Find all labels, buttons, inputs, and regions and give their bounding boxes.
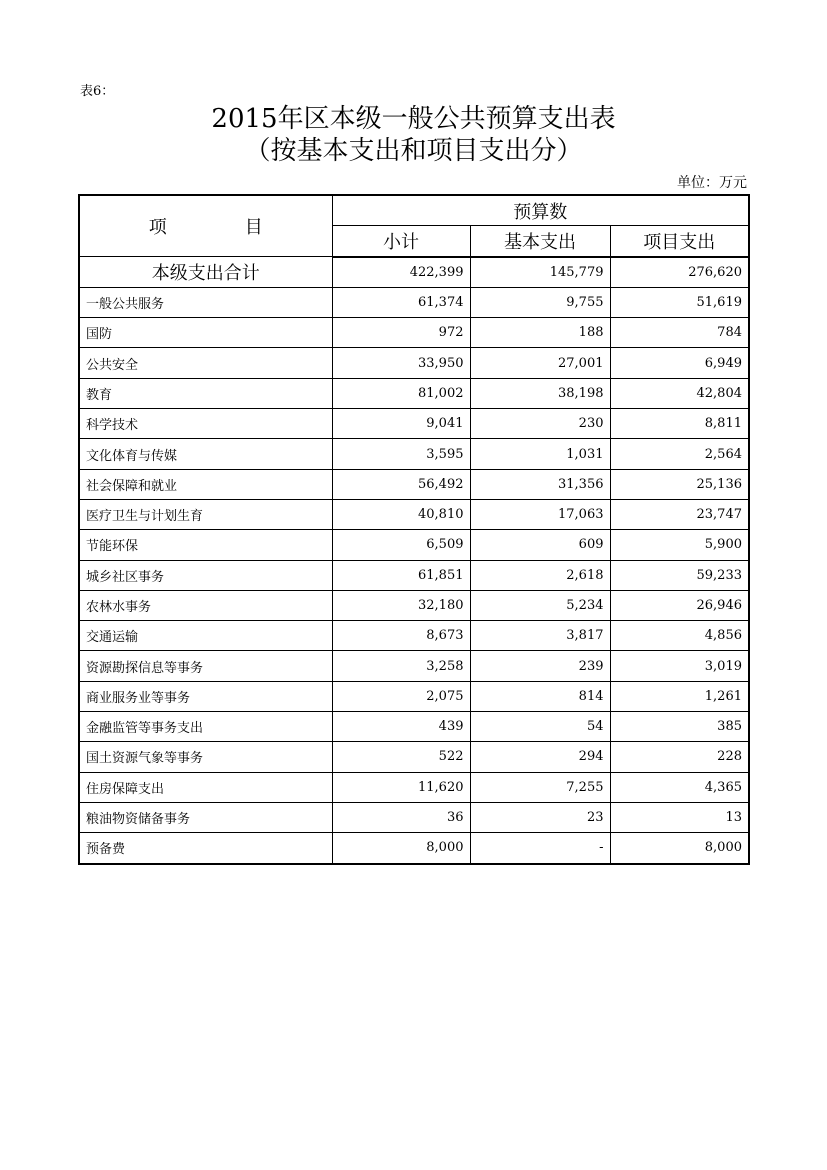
- header-item-char-1: 项: [148, 217, 167, 239]
- row-project: 13: [610, 802, 749, 832]
- row-name: 金融监管等事务支出: [79, 712, 332, 742]
- header-budget-group: 预算数: [332, 195, 749, 226]
- row-subtotal: 81,002: [332, 378, 470, 408]
- unit-label: 单位：万元: [677, 175, 747, 191]
- header-subtotal: 小计: [332, 226, 470, 257]
- row-project: 8,811: [610, 409, 749, 439]
- row-project: 2,564: [610, 439, 749, 469]
- row-basic: 239: [470, 651, 610, 681]
- row-basic: 54: [470, 712, 610, 742]
- header-item: [79, 195, 332, 257]
- row-project: 25,136: [610, 469, 749, 499]
- header-item-char-2: 目: [244, 217, 263, 239]
- row-basic: 230: [470, 409, 610, 439]
- row-basic: 17,063: [470, 499, 610, 529]
- row-project: 8,000: [610, 833, 749, 864]
- row-name: 城乡社区事务: [79, 560, 332, 590]
- row-basic: 31,356: [470, 469, 610, 499]
- table-row: [79, 287, 749, 317]
- row-subtotal: 439: [332, 712, 470, 742]
- row-basic: 294: [470, 742, 610, 772]
- table-row: [79, 590, 749, 620]
- row-project: 4,856: [610, 621, 749, 651]
- row-basic: 27,001: [470, 348, 610, 378]
- row-project: 23,747: [610, 499, 749, 529]
- table-row: [79, 621, 749, 651]
- table-row: [79, 772, 749, 802]
- table-row: [79, 742, 749, 772]
- row-basic: 5,234: [470, 590, 610, 620]
- row-subtotal: 522: [332, 742, 470, 772]
- table-row: [79, 651, 749, 681]
- table-row: [79, 469, 749, 499]
- header-basic: 基本支出: [470, 226, 610, 257]
- row-name: 一般公共服务: [79, 287, 332, 317]
- row-subtotal: 6,509: [332, 530, 470, 560]
- row-subtotal: 61,851: [332, 560, 470, 590]
- row-project: 1,261: [610, 681, 749, 711]
- row-basic: 7,255: [470, 772, 610, 802]
- row-name: 资源勘探信息等事务: [79, 651, 332, 681]
- row-basic: 3,817: [470, 621, 610, 651]
- row-name: 文化体育与传媒: [79, 439, 332, 469]
- row-project: 59,233: [610, 560, 749, 590]
- row-basic: 38,198: [470, 378, 610, 408]
- row-project: 6,949: [610, 348, 749, 378]
- table-row: [79, 318, 749, 348]
- table-row: [79, 681, 749, 711]
- row-project: 228: [610, 742, 749, 772]
- row-name: 医疗卫生与计划生育: [79, 499, 332, 529]
- row-subtotal: 61,374: [332, 287, 470, 317]
- row-basic: 2,618: [470, 560, 610, 590]
- row-name: 农林水事务: [79, 590, 332, 620]
- row-basic: -: [470, 833, 610, 864]
- row-project: 51,619: [610, 287, 749, 317]
- row-subtotal: 33,950: [332, 348, 470, 378]
- header-project: 项目支出: [610, 226, 749, 257]
- row-subtotal: 56,492: [332, 469, 470, 499]
- row-name: 交通运输: [79, 621, 332, 651]
- table-row: [79, 833, 749, 864]
- total-row: [79, 257, 749, 288]
- table-row: [79, 348, 749, 378]
- row-name: 国土资源气象等事务: [79, 742, 332, 772]
- total-subtotal: 422,399: [332, 257, 470, 288]
- table-row: [79, 439, 749, 469]
- row-name: 教育: [79, 378, 332, 408]
- table-number: 表6：: [80, 84, 115, 99]
- row-subtotal: 3,595: [332, 439, 470, 469]
- table-row: [79, 712, 749, 742]
- row-name: 科学技术: [79, 409, 332, 439]
- row-basic: 23: [470, 802, 610, 832]
- row-subtotal: 40,810: [332, 499, 470, 529]
- table-row: [79, 378, 749, 408]
- row-project: 4,365: [610, 772, 749, 802]
- row-subtotal: 9,041: [332, 409, 470, 439]
- row-project: 784: [610, 318, 749, 348]
- page-title: 2015年区本级一般公共预算支出表: [211, 104, 616, 134]
- row-name: 社会保障和就业: [79, 469, 332, 499]
- row-basic: 609: [470, 530, 610, 560]
- row-project: 26,946: [610, 590, 749, 620]
- row-subtotal: 2,075: [332, 681, 470, 711]
- row-basic: 1,031: [470, 439, 610, 469]
- row-name: 粮油物资储备事务: [79, 802, 332, 832]
- row-subtotal: 36: [332, 802, 470, 832]
- page-subtitle: （按基本支出和项目支出分）: [244, 136, 583, 166]
- row-project: 385: [610, 712, 749, 742]
- row-name: 预备费: [79, 833, 332, 864]
- row-name: 国防: [79, 318, 332, 348]
- row-project: 5,900: [610, 530, 749, 560]
- row-subtotal: 11,620: [332, 772, 470, 802]
- row-subtotal: 8,000: [332, 833, 470, 864]
- row-basic: 814: [470, 681, 610, 711]
- row-name: 商业服务业等事务: [79, 681, 332, 711]
- table-row: [79, 802, 749, 832]
- row-subtotal: 32,180: [332, 590, 470, 620]
- table-row: [79, 409, 749, 439]
- row-subtotal: 972: [332, 318, 470, 348]
- total-basic: 145,779: [470, 257, 610, 288]
- row-subtotal: 3,258: [332, 651, 470, 681]
- row-project: 42,804: [610, 378, 749, 408]
- table-row: [79, 560, 749, 590]
- row-project: 3,019: [610, 651, 749, 681]
- table-row: [79, 499, 749, 529]
- row-basic: 188: [470, 318, 610, 348]
- row-name: 节能环保: [79, 530, 332, 560]
- total-project: 276,620: [610, 257, 749, 288]
- total-name: 本级支出合计: [79, 257, 332, 288]
- budget-table: [78, 194, 750, 865]
- table-row: [79, 530, 749, 560]
- row-name: 住房保障支出: [79, 772, 332, 802]
- row-subtotal: 8,673: [332, 621, 470, 651]
- row-name: 公共安全: [79, 348, 332, 378]
- row-basic: 9,755: [470, 287, 610, 317]
